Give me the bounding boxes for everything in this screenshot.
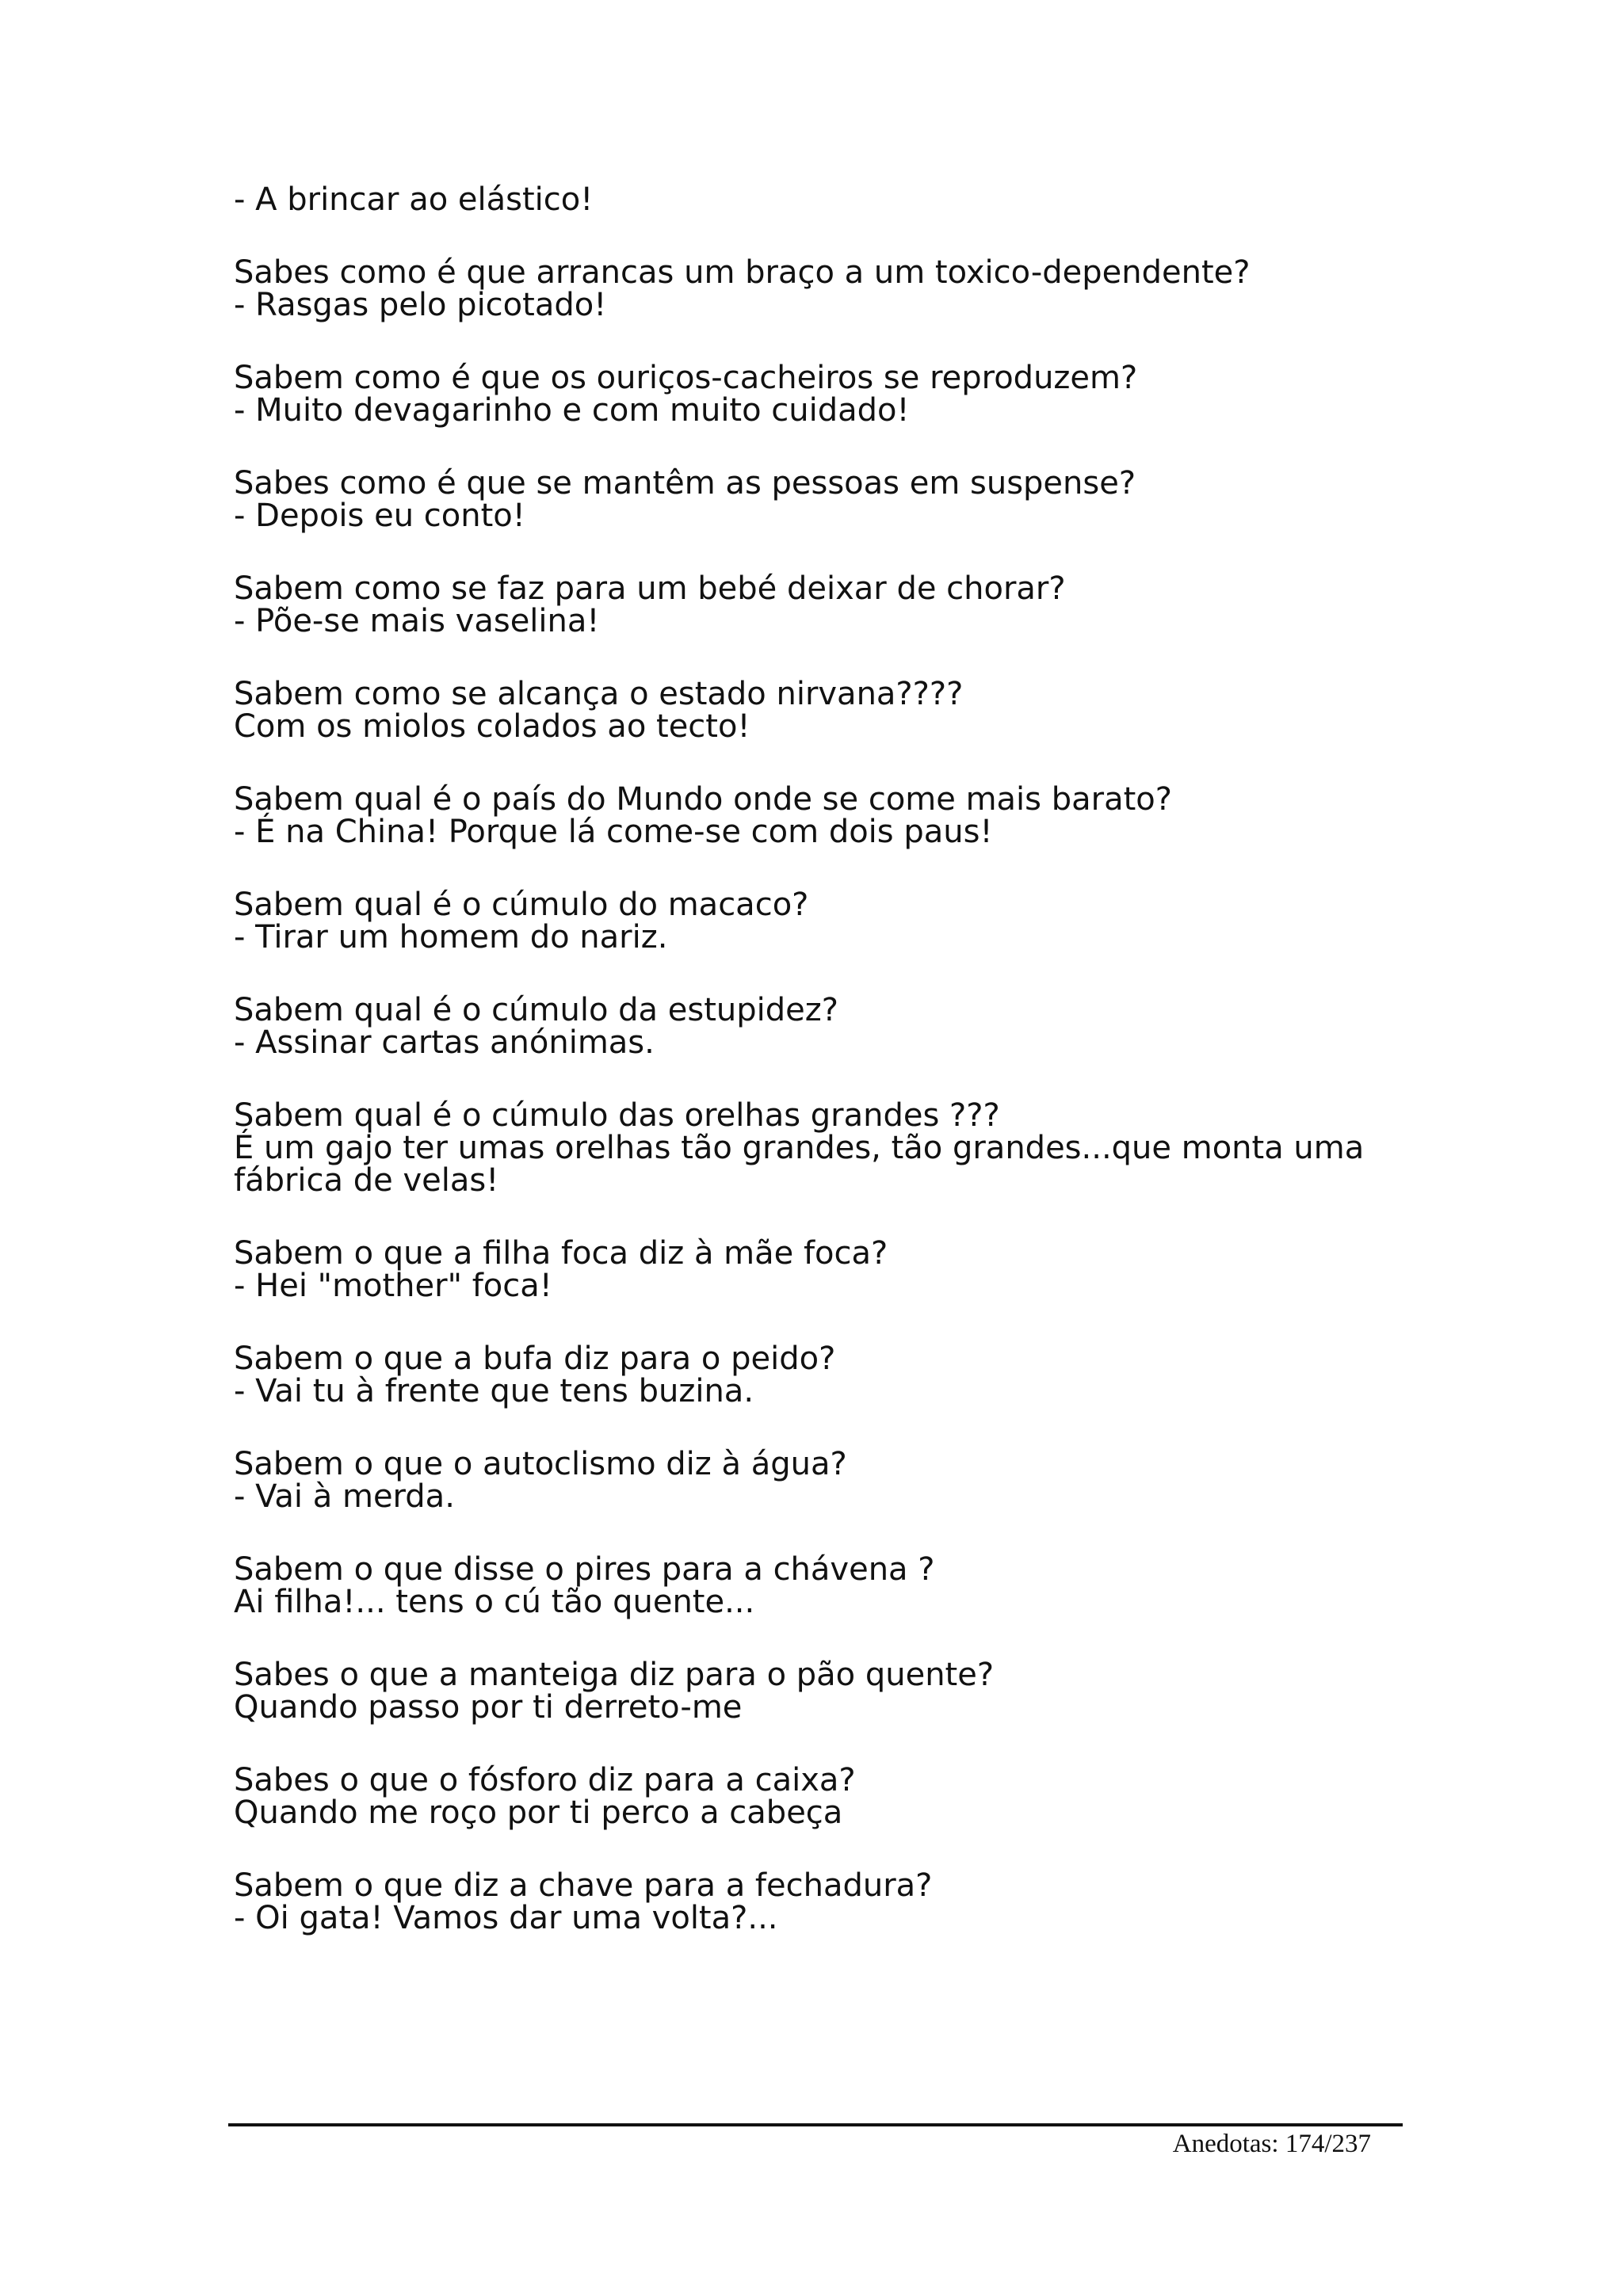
joke-answer-line: - Rasgas pelo picotado! <box>234 287 607 323</box>
joke-block <box>234 678 1470 743</box>
joke-block <box>234 1235 1470 1304</box>
joke-question: Sabem o que o autoclismo diz à água? <box>234 1446 847 1482</box>
joke-block <box>234 1343 1470 1408</box>
joke-answer-line: - Depois eu conto! <box>234 498 525 534</box>
joke-block <box>234 362 1470 427</box>
joke-answer-line: - Tirar um homem do nariz. <box>234 919 668 955</box>
joke-block <box>234 1764 1470 1829</box>
joke-block <box>234 570 1470 639</box>
joke-answer-line: Quando me roço por ti perco a cabeça <box>234 1794 843 1831</box>
joke-question: Sabes como é que arrancas um braço a um toxico-dependente? <box>234 254 1251 291</box>
joke-question: Sabem como é que os ouriços-cacheiros se reproduzem? <box>234 360 1138 396</box>
joke-block <box>234 181 1470 218</box>
joke-question: Sabes como é que se mantêm as pessoas em suspense? <box>234 465 1136 502</box>
joke-block <box>234 1551 1470 1620</box>
joke-answer-line: - Muito devagarinho e com muito cuidado! <box>234 392 910 429</box>
joke-question: Sabem como se faz para um bebé deixar de chorar? <box>234 570 1066 607</box>
jokes-list <box>234 181 1470 1975</box>
joke-block <box>234 1448 1470 1513</box>
page-footer: Anedotas: 174/237 <box>1172 2130 1371 2158</box>
joke-question: Sabes o que o fósforo diz para a caixa? <box>234 1762 856 1798</box>
joke-block <box>234 781 1470 850</box>
joke-block <box>234 467 1470 532</box>
joke-question: Sabem o que a filha foca diz à mãe foca? <box>234 1235 888 1272</box>
joke-question: Sabem como se alcança o estado nirvana???? <box>234 676 964 712</box>
joke-answer-line: - Põe-se mais vaselina! <box>234 603 600 639</box>
joke-answer-line: - Assinar cartas anónimas. <box>234 1024 655 1061</box>
joke-answer-line: Com os miolos colados ao tecto! <box>234 708 750 745</box>
joke-question: Sabem qual é o cúmulo das orelhas grandes ??? <box>234 1097 1000 1134</box>
joke-block <box>234 1097 1470 1199</box>
joke-answer-line: - Vai à merda. <box>234 1478 455 1515</box>
joke-question: Sabem qual é o país do Mundo onde se come mais barato? <box>234 781 1172 818</box>
joke-answer-line: É um gajo ter umas orelhas tão grandes, tão grandes...que monta uma <box>234 1130 1365 1166</box>
joke-answer-line: - Oi gata! Vamos dar uma volta?... <box>234 1900 778 1936</box>
joke-answer-line: fábrica de velas! <box>234 1162 499 1199</box>
joke-answer-line: Ai filha!... tens o cú tão quente... <box>234 1584 755 1620</box>
joke-block <box>234 254 1470 323</box>
joke-question: Sabem o que diz a chave para a fechadura? <box>234 1867 933 1904</box>
joke-question: Sabem qual é o cúmulo da estupidez? <box>234 992 838 1028</box>
joke-question: Sabem o que a bufa diz para o peido? <box>234 1341 836 1377</box>
joke-answer-line: - Vai tu à frente que tens buzina. <box>234 1373 754 1409</box>
joke-question: Sabem o que disse o pires para a chávena ? <box>234 1551 935 1588</box>
footer-rule <box>228 2123 1403 2126</box>
joke-answer-line: Quando passo por ti derreto-me <box>234 1689 743 1726</box>
joke-block <box>234 1659 1470 1724</box>
joke-answer-line: - Hei "mother" foca! <box>234 1268 552 1304</box>
joke-question: Sabes o que a manteiga diz para o pão quente? <box>234 1657 995 1693</box>
joke-block <box>234 1867 1470 1936</box>
joke-block <box>234 994 1470 1059</box>
joke-question: Sabem qual é o cúmulo do macaco? <box>234 887 809 923</box>
joke-answer-line: - É na China! Porque lá come-se com dois paus! <box>234 814 993 850</box>
joke-block <box>234 889 1470 954</box>
joke-question: - A brincar ao elástico! <box>234 181 594 218</box>
